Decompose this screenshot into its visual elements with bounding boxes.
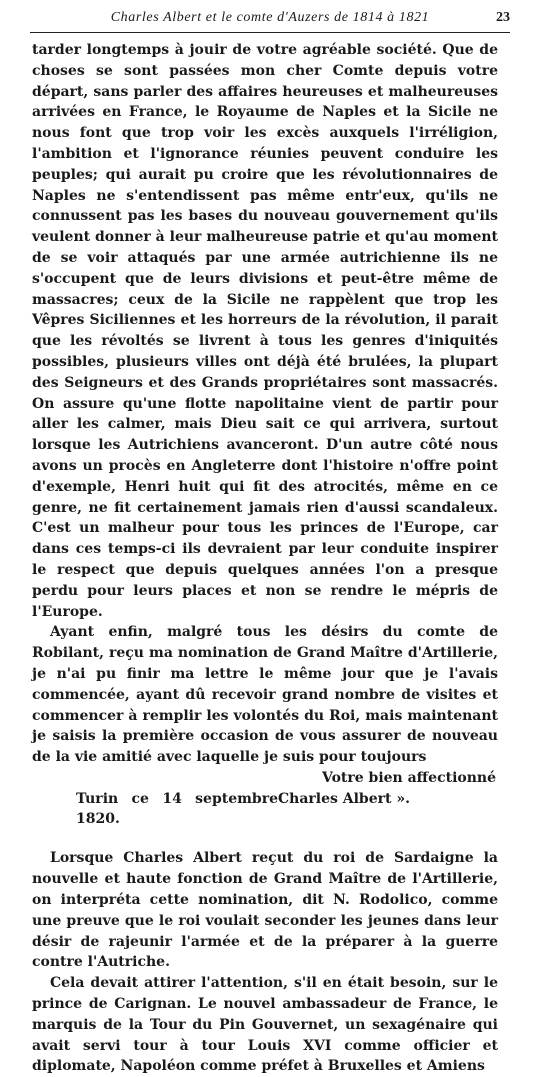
signature: Charles Albert ».	[278, 790, 410, 807]
closing-row	[32, 789, 498, 828]
commentary-paragraph: Cela devait attirer l'attention, s'il en était besoin, sur le prince de Carignan. Le nouvel ambassadeur de France, le marquis de la Tour du Pin Gouvernet, un sexagénaire qui avait servi tour à tour Louis XVI comme officier et diplomate, Napoléon comme préfet à Bruxelles et Amiens	[32, 975, 498, 1075]
commentary-paragraph: Lorsque Charles Albert reçut du roi de Sardaigne la nouvelle et haute fonction de Grand Maître de l'Artillerie, on interpréta cette nomination, dit N. Rodolico, comme une preuve que le roi voulait seconder les jeunes dans leur désir de rajeunir l'armée et de la préparer à la guerre contre l'Autriche.	[32, 850, 498, 971]
letter-paragraph: tarder longtemps à jouir de votre agréable société. Que de choses se sont passées mon cher Comte depuis votre départ, sans parler des affaires heureuses et malheureuses arrivées en France, le Royaume de Naples et la Sicile ne nous font que trop voir les excès auxquels l'irréligion, l'ambition et l'ignorance réunies peuvent conduire les peuples; qui aurait pu croire que les révolutionnaires de Naples ne s'entendissent pas même entr'eux, qu'ils ne connussent pas les bases du nouveau gouvernement qu'ils veulent donner à leur malheureuse patrie et qu'au moment de se voir attaqués par une armée autrichienne ils ne s'occupent que de leurs divisions et peut-être même de massacres; ceux de la Sicile ne rappèlent que trop les Vêpres Siciliennes et les horreurs de la révolution, il parait que les révoltés se livrent à tous les genres d'iniquités possibles, plusieurs villes ont déjà été brulées, la plupart des Seigneurs et des Grands propriétaires sont massacrés. On assure qu'une flotte napolitaine vient de partir pour aller les calmer, mais Dieu sait ce qui arrivera, surtout lorsque les Autrichiens avanceront. D'un autre côté nous avons un procès en Angleterre dont l'histoire n'offre point d'exemple, Henri huit qui fit des atrocités, même en ce genre, ne fit certainement jamais rien d'aussi scandaleux. C'est un malheur pour tous les princes de l'Europe, car dans ces temps-ci ils devraient par leur conduite inspirer le respect que depuis quelques années l'on a presque perdu pour leurs places et non se rendre le mépris de l'Europe.	[32, 42, 498, 620]
page-body	[32, 40, 498, 1077]
running-title: Charles Albert et le comte d'Auzers de 1814 à 1821	[110, 10, 430, 25]
page-header	[30, 10, 510, 33]
place-date: Turin ce 14 septembre 1820.	[76, 790, 278, 828]
closing-line: Votre bien affectionné	[322, 769, 496, 786]
letter-paragraph: Ayant enfin, malgré tous les désirs du comte de Robilant, reçu ma nomination de Grand Maître d'Artillerie, je n'ai pu finir ma lettre le même jour que je l'avais commencée, ayant dû recevoir grand nombre de visites et commencer à remplir les volontés du Roi, mais maintenant je saisis la première occasion de vous assurer de nouveau de la vie amitié avec laquelle je suis pour toujours	[32, 624, 498, 766]
page-number: 23	[496, 10, 510, 25]
